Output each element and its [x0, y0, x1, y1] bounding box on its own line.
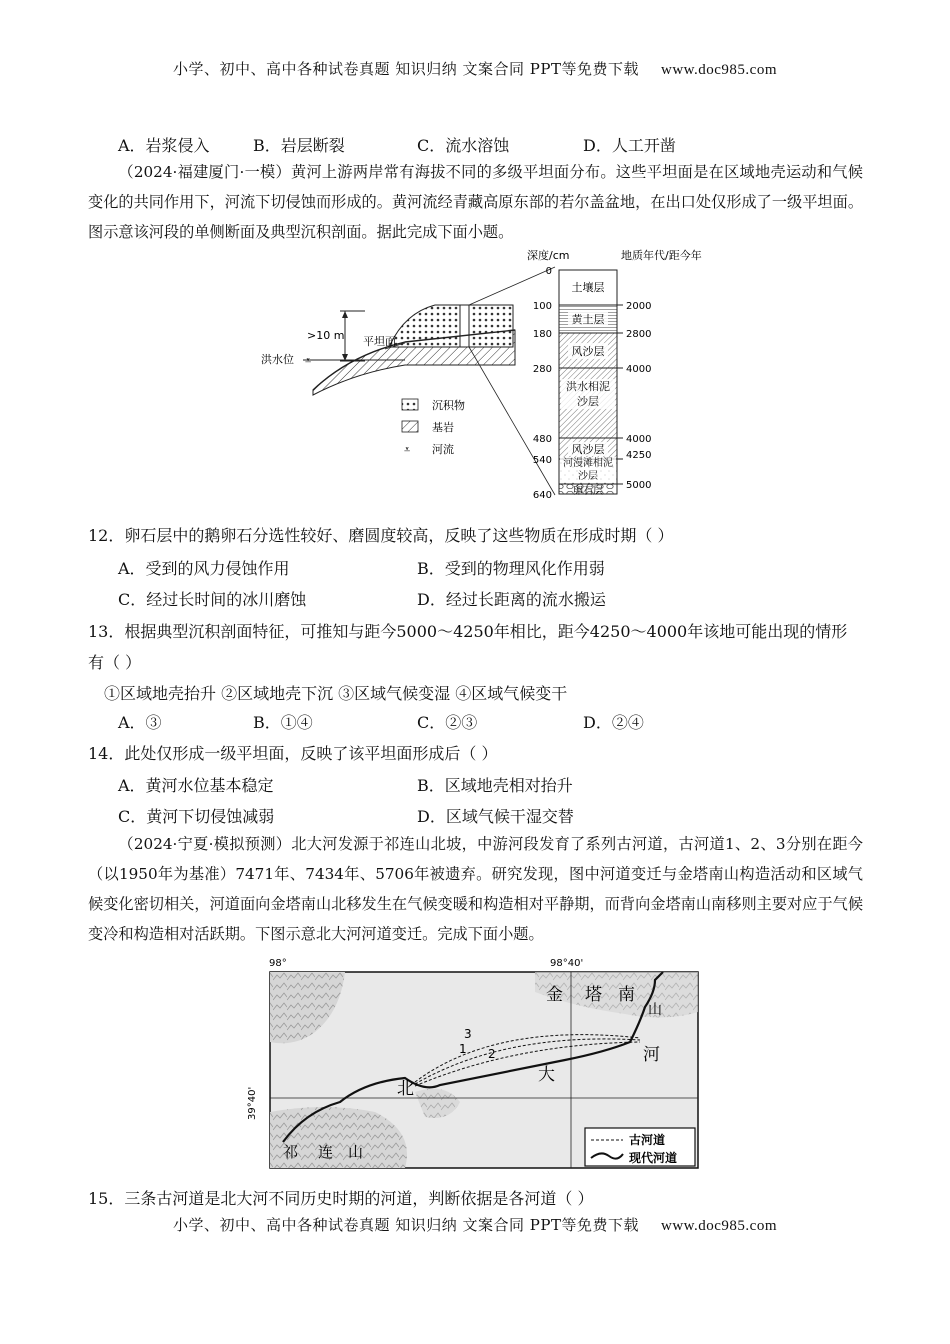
beida-river-map: [245, 952, 715, 1174]
terrace-section-figure: [255, 245, 715, 510]
layer-flood: 洪水相泥沙层: [561, 379, 615, 409]
depth-title: 深度/cm: [527, 249, 570, 262]
q14-option-b[interactable]: B．区域地壳相对抬升: [417, 776, 573, 795]
q12-option-c[interactable]: C．经过长时间的冰川磨蚀: [118, 590, 307, 609]
layer-floodplain: 河漫滩相泥沙层: [560, 457, 616, 483]
age-4000b: 4000: [626, 434, 652, 445]
intro-passage-2: （2024·宁夏·模拟预测）北大河发源于祁连山北坡，中游河段发育了系列古河道，古河道1、2、3分别在距今（以1950年为基准）7471年、7434年、5706年被遗弃。研究发现，图中河道变迁与金塔南山构造活动和区域气候变化密切相关，河道面向金塔南山北移发生在气候变暖和构造相对平静期，而背向金塔南山南移则主要对应于气候变冷和构造相对活跃期。下图示意北大河河道变迁。完成下面小题。: [88, 835, 863, 943]
q12-stem: 12．卵石层中的鹅卵石分选性较好、磨圆度较高，反映了这些物质在形成时期（ ）: [88, 526, 674, 545]
q13-stem-2: 有（ ）: [88, 653, 142, 672]
label-shan-north: 山: [648, 1002, 662, 1018]
lat-39-40: 39°40': [247, 1086, 258, 1120]
age-4000a: 4000: [626, 364, 652, 375]
label-ta: 塔: [585, 985, 602, 1005]
platform-label: 平坦面: [363, 335, 396, 348]
legend-sediment: 沉积物: [432, 399, 465, 412]
river-symbol-legend: ⩡: [404, 443, 411, 456]
channel-label-3: 3: [464, 1027, 472, 1041]
label-jin: 金: [546, 985, 563, 1005]
label-da: 大: [538, 1065, 555, 1085]
q11-option-a[interactable]: A．岩浆侵入: [118, 136, 210, 155]
legend-ancient: 古河道: [629, 1133, 666, 1147]
depth-0: 0: [545, 266, 552, 277]
intro-passage-1: （2024·福建厦门·一模）黄河上游两岸常有海拔不同的多级平坦面分布。这些平坦面是在区域地壳运动和气候变化的共同作用下，河流下切侵蚀而形成的。黄河流经青藏高原东部的若尔盖盆地，在出口处仅形成了一级平坦面。图示意该河段的单侧断面及典型沉积剖面。据此完成下面小题。: [88, 163, 863, 241]
river-symbol-1: ⩡: [305, 354, 312, 367]
layer-soil: 土壤层: [571, 281, 605, 294]
q11-option-c[interactable]: C．流水溶蚀: [417, 136, 510, 155]
age-5000: 5000: [626, 480, 652, 491]
q14-option-d[interactable]: D．区域气候干湿交替: [417, 807, 574, 826]
lon-98-40: 98°40': [550, 958, 584, 969]
legend-river: 河流: [432, 443, 454, 456]
q11-option-b[interactable]: B．岩层断裂: [253, 136, 345, 155]
label-he: 河: [643, 1045, 660, 1065]
footer-url[interactable]: www.doc985.com: [660, 1218, 777, 1234]
age-2800: 2800: [626, 329, 652, 340]
layer-aeolian-1: 风沙层: [571, 345, 605, 358]
channel-label-2: 2: [488, 1047, 496, 1061]
label-nan: 南: [618, 985, 635, 1005]
page-header: [0, 58, 950, 79]
footer-text: 小学、初中、高中各种试卷真题 知识归纳 文案合同 PPT等免费下载: [172, 1216, 639, 1234]
q13-option-b[interactable]: B．①④: [253, 713, 313, 732]
q13-option-d[interactable]: D．②④: [583, 713, 644, 732]
q13-items: ①区域地壳抬升 ②区域地壳下沉 ③区域气候变湿 ④区域气候变干: [104, 684, 568, 703]
q12-option-d[interactable]: D．经过长距离的流水搬运: [417, 590, 606, 609]
age-title: 地质年代/距今年: [621, 249, 702, 262]
q12-option-a[interactable]: A．受到的风力侵蚀作用: [118, 559, 290, 578]
flood-level-label: 洪水位: [261, 353, 294, 366]
q14-stem: 14．此处仅形成一级平坦面，反映了该平坦面形成后（ ）: [88, 744, 498, 763]
sediment: [390, 305, 513, 347]
label-lian: 连: [318, 1143, 334, 1161]
age-2000: 2000: [626, 301, 652, 312]
layer-aeolian-2: 风沙层: [571, 443, 605, 456]
sample-column: [460, 305, 469, 347]
age-4250: 4250: [626, 450, 652, 461]
depth-100: 100: [532, 301, 552, 312]
depth-280: 280: [532, 364, 552, 375]
legend-bedrock: 基岩: [432, 421, 454, 434]
q12-option-b[interactable]: B．受到的物理风化作用弱: [417, 559, 605, 578]
depth-180: 180: [532, 329, 552, 340]
height-label: >10 m: [307, 329, 345, 342]
q11-option-d[interactable]: D．人工开凿: [583, 136, 676, 155]
label-bei: 北: [397, 1079, 414, 1099]
q15-stem: 15．三条古河道是北大河不同历史时期的河道，判断依据是各河道（ ）: [88, 1189, 594, 1208]
depth-640: 640: [532, 490, 552, 501]
q13-option-a[interactable]: A．③: [118, 713, 162, 732]
header-text: 小学、初中、高中各种试卷真题 知识归纳 文案合同 PPT等免费下载: [172, 60, 639, 78]
depth-480: 480: [532, 434, 552, 445]
header-url[interactable]: www.doc985.com: [660, 62, 777, 78]
lon-98: 98°: [269, 958, 287, 969]
q13-stem-1: 13．根据典型沉积剖面特征，可推知与距今5000～4250年相比，距今4250～4000年该地可能出现的情形: [88, 622, 848, 641]
q14-option-a[interactable]: A．黄河水位基本稳定: [118, 776, 274, 795]
q14-option-c[interactable]: C．黄河下切侵蚀减弱: [118, 807, 275, 826]
label-qi: 祁: [283, 1143, 299, 1161]
layer-loess: 黄土层: [571, 313, 605, 326]
q13-option-c[interactable]: C．②③: [417, 713, 478, 732]
depth-540: 540: [532, 455, 552, 466]
page-footer: [0, 1214, 950, 1235]
legend-modern: 现代河道: [629, 1151, 678, 1165]
channel-label-1: 1: [459, 1042, 467, 1056]
label-shan-south: 山: [348, 1143, 364, 1161]
layer-pebble: 卵石层: [573, 486, 603, 497]
